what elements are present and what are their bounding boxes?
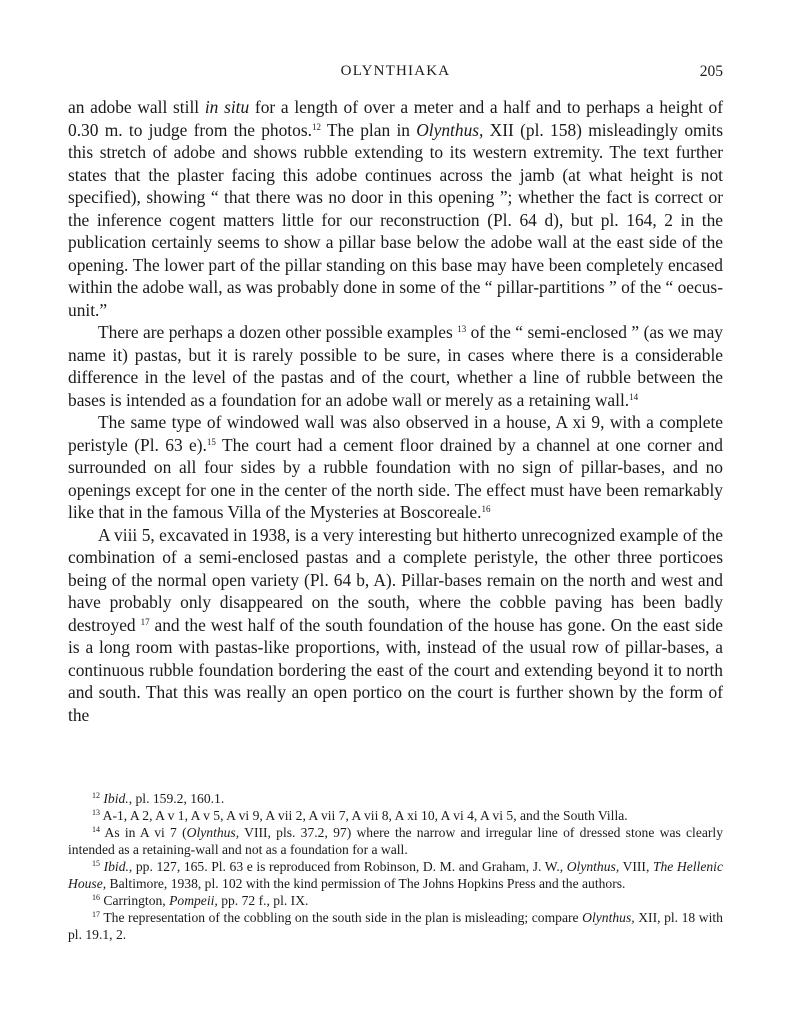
body-text [68,96,723,726]
italic-text: Olynthus, [566,859,620,874]
text-run: As in A vi 7 ( [100,825,187,840]
text-run: , pl. 159.2, 160.1. [128,791,225,806]
text-run: VIII, pls. 37.2, 97) where the narrow and irregular line of dressed stone was clearly intended as a retaining-wall and not as a foundation for a wall. [68,825,723,857]
paragraph [68,321,723,411]
text-run: for a length of over a meter and a half and to perhaps a height of 0.30 m. to judge from the photos. [68,97,723,140]
footnote [68,824,723,858]
text-run: A viii 5, excavated in 1938, is a very interesting but hitherto unrecognized example of the combination of a semi-enclosed pastas and a complete peristyle, the other three porticoes being of the normal open variety (Pl. 64 b, A). Pillar-bases remain on the north and west and have probably only disappeared on the south, where the cobble paving has been badly destroyed [68,524,723,635]
text-run: The same type of windowed wall was also observed in a house, A xi 9, with a complete peristyle (Pl. 63 e). [68,412,723,455]
page-number: 205 [699,63,723,80]
text-run: Carrington, [100,893,170,908]
footnote [68,790,723,807]
italic-text: Olynthus, [582,910,635,925]
text-run: A-1, A 2, A v 1, A v 5, A vi 9, A vii 2, A vii 7, A vii 8, A xi 10, A vi 4, A vi 5, and the South Villa. [100,808,628,823]
footnote-marker: 13 [457,324,467,334]
footnote-marker: 16 [481,504,491,514]
footnote-marker: 14 [629,391,639,402]
footnote-marker: 15 [92,859,100,868]
text-run: XII (pl. 158) misleadingly omits this stretch of adobe and shows rubble extending to its western extremity. The text further states that the plaster facing this adobe continues across the jamb (at what height is not specified), showing “ that there was no door in this opening ”; whether the fact is correct or the inference cogent matters little for our reconstruction (Pl. 64 d), but pl. 164, 2 in the publication certainly seems to show a pillar base below the adobe wall at the east side of the opening. The lower part of the pillar standing on this base may have been completely encased within the adobe wall, as was probably done in some of the “ pillar-partitions ” of the “ oecus-unit.” [68,119,723,320]
text-run: The court had a cement floor drained by a channel at one corner and surrounded on all four sides by a rubble foundation with no sign of pillar-bases, and no openings except for one in the center of the north side. The effect must have been remarkably like that in the famous Villa of the Mysteries at Boscoreale. [68,434,723,522]
footnote [68,807,723,824]
text-run: Baltimore, 1938, pl. 102 with the kind permission of The Johns Hopkins Press and the authors. [106,876,626,891]
italic-text: Ibid. [103,791,129,806]
italic-text: in situ [204,97,250,117]
italic-text: Olynthus, [416,119,484,140]
text-run: an adobe wall still [68,97,205,117]
text-run: pp. 72 f., pl. IX. [217,893,309,908]
text-run: and the west half of the south foundation of the house has gone. On the east side is a long room with pastas-like proportions, with, instead of the usual row of pillar-bases, a continuous rubble foundation bordering the east of the court and extending beyond it to north and south. That this was really an open portico on the court is further shown by the form of the [68,614,723,725]
footnote [68,892,723,909]
italic-text: Pompeii, [169,893,218,908]
footnote [68,909,723,943]
text-run: , pp. 127, 165. Pl. 63 e is reproduced from Robinson, D. M. and Graham, J. W., [128,859,567,874]
footnote-marker: 12 [311,121,321,132]
footnote-marker: 16 [92,893,100,902]
footnote-marker: 13 [92,808,100,817]
text-run: There are perhaps a dozen other possible examples [98,322,458,342]
paragraph [68,524,723,727]
text-run: The representation of the cobbling on the south side in the plan is misleading; compare [100,910,583,925]
footnote-marker: 17 [92,910,100,919]
text-run: VIII, [619,859,653,874]
paragraph [68,411,723,524]
text-run: XII, pl. 18 with pl. 19.1, 2. [68,910,723,942]
footnote-marker: 17 [140,616,150,627]
footnote [68,858,723,892]
paragraph [68,96,723,321]
footnote-marker: 14 [92,825,100,834]
footnote-marker: 15 [206,436,216,447]
text-run: The plan in [320,119,417,140]
italic-text: Ibid. [103,859,129,874]
footnotes [68,790,723,943]
italic-text: The Hellenic House, [68,859,723,891]
page-header [68,63,723,83]
text-run: of the “ semi-enclosed ” (as we may name it) pastas, but it is rarely possible to be sure, in cases where there is a considerable difference in the level of the pastas and of the court, whether a line of rubble between the bases is intended as a foundation for an adobe wall or merely as a retaining wall. [68,322,723,410]
italic-text: Olynthus, [186,825,240,840]
running-head: OLYNTHIAKA [340,63,451,79]
footnote-marker: 12 [92,791,100,800]
